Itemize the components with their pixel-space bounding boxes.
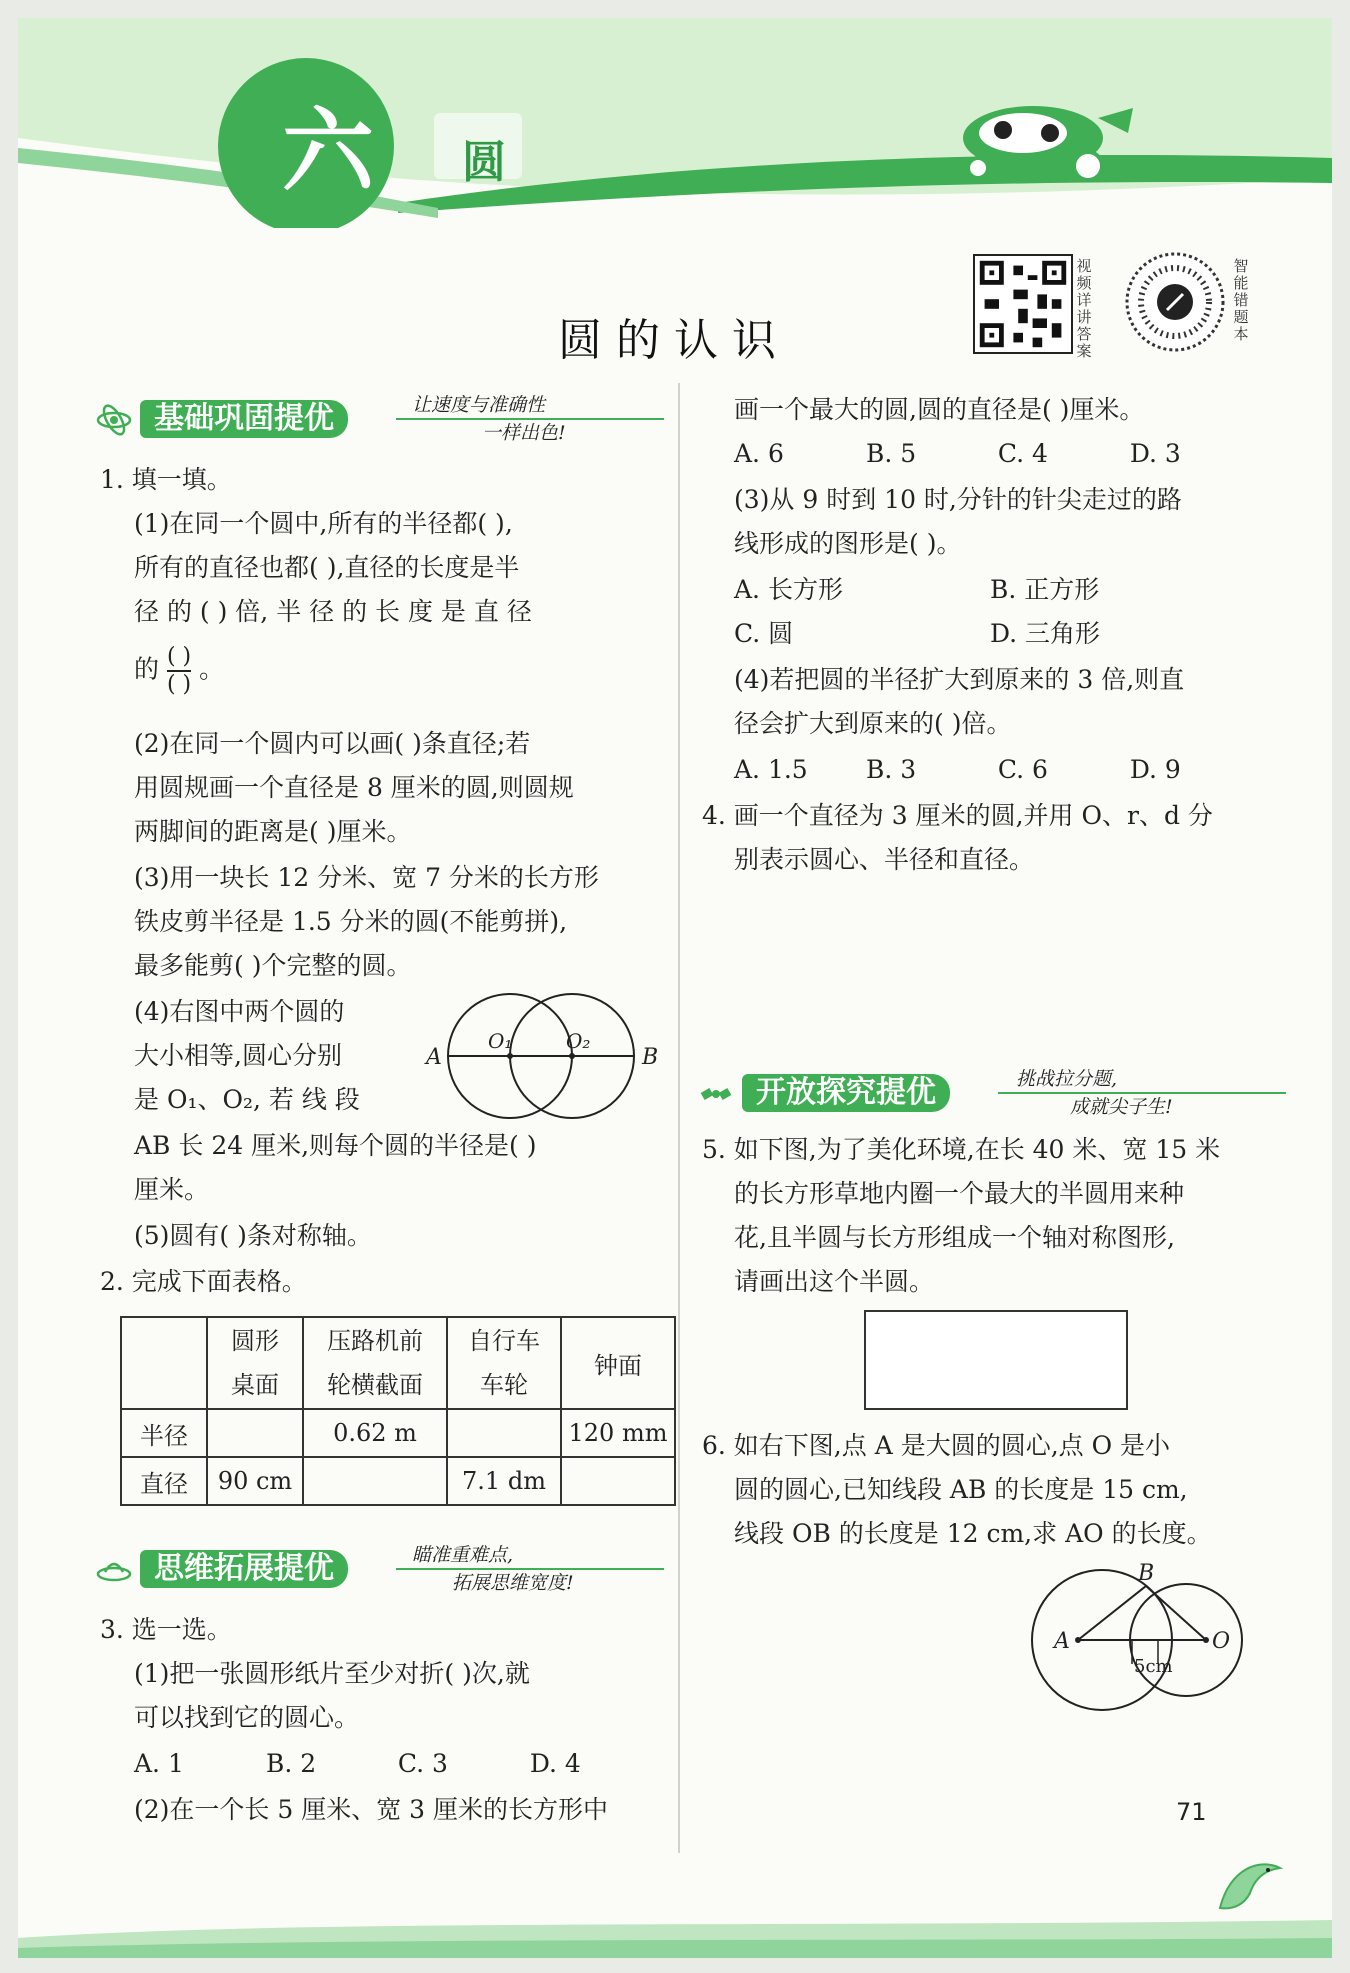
section-note-2: 成就尖子生! [1070, 1096, 1173, 1118]
section-note-1: 挑战拉分题, [1016, 1068, 1118, 1090]
q3-p2-line: (2)在一个长 5 厘米、宽 3 厘米的长方形中 [134, 1795, 609, 1824]
q3-p2-options [734, 432, 1230, 476]
q5-line: 花,且半圆与长方形组成一个轴对称图形, [734, 1223, 1175, 1252]
atom-icon [96, 402, 132, 438]
q1-p2-line: (2)在同一个圆内可以画( )条直径;若 [134, 729, 531, 758]
option[interactable]: D. 3 [1129, 439, 1181, 468]
column-divider [678, 383, 680, 1853]
q1-p4-line: 厘米。 [134, 1175, 210, 1204]
option[interactable]: B. 正方形 [989, 575, 1100, 604]
q3-p3-line: (3)从 9 时到 10 时,分针的针尖走过的路 [734, 485, 1182, 514]
workbook-page [18, 18, 1332, 1958]
two-circles-figure [418, 986, 668, 1126]
point-a-label: A [1054, 1629, 1070, 1654]
q3-p4-options [734, 748, 1230, 792]
q1-p1-line: 所有的直径也都( ),直径的长度是半 [134, 553, 520, 582]
overlapping-circles-figure [1028, 1558, 1268, 1728]
option[interactable]: A. 长方形 [734, 575, 843, 604]
section-underline [396, 1568, 664, 1570]
point-b-label: B [642, 1045, 659, 1070]
q1-p2-line: 用圆规画一个直径是 8 厘米的圆,则圆规 [134, 773, 574, 802]
lawn-rectangle[interactable] [864, 1310, 1128, 1410]
fraction-numerator: ( ) [166, 644, 192, 669]
q3-title: 3. 选一选。 [100, 1615, 232, 1644]
table-header-cell: 圆形 桌面 [207, 1317, 303, 1409]
option[interactable]: B. 2 [265, 1749, 317, 1778]
q1-p5-line: (5)圆有( )条对称轴。 [134, 1221, 372, 1250]
q1-text: 的 [134, 654, 160, 684]
fraction-denominator: ( ) [166, 672, 192, 697]
q3-p3-options-row1 [734, 568, 1190, 612]
q6-line: 6. 如右下图,点 A 是大圆的圆心,点 O 是小 [702, 1431, 1171, 1460]
table-cell: 直径 [121, 1457, 207, 1505]
section-header-open [698, 1068, 1288, 1118]
table-cell [121, 1317, 207, 1409]
footer-wave [18, 1898, 1332, 1958]
option[interactable]: C. 圆 [734, 619, 794, 648]
section-note-2: 拓展思维宽度! [452, 1572, 574, 1594]
option[interactable]: C. 3 [397, 1749, 448, 1778]
table-header-cell: 钟面 [561, 1317, 675, 1409]
q1-title: 1. 填一填。 [100, 465, 232, 494]
lesson-title: 圆的认识 [558, 315, 790, 366]
q4-line: 别表示圆心、半径和直径。 [734, 845, 1035, 874]
table-cell[interactable] [447, 1409, 561, 1457]
fraction [167, 644, 191, 698]
dolphin-icon [1210, 1848, 1290, 1928]
mini-program-code-icon[interactable] [1123, 250, 1227, 354]
section-label: 基础巩固提优 [140, 400, 348, 438]
q5-line: 的长方形草地内圈一个最大的半圆用来种 [734, 1179, 1185, 1208]
option[interactable]: B. 3 [865, 755, 917, 784]
section-note-1: 让速度与准确性 [412, 394, 546, 416]
table-row [121, 1457, 675, 1505]
section-underline [998, 1092, 1286, 1094]
table-cell: 0.62 m [303, 1409, 447, 1457]
q1-p4-line: 大小相等,圆心分别 [134, 1041, 342, 1070]
q1-p2-line: 两脚间的距离是( )厘米。 [134, 817, 412, 846]
q3-p1-line: 可以找到它的圆心。 [134, 1703, 360, 1732]
option[interactable]: B. 5 [865, 439, 917, 468]
q6-line: 圆的圆心,已知线段 AB 的长度是 15 cm, [734, 1475, 1188, 1504]
chapter-number: 六 [281, 98, 374, 205]
option[interactable]: A. 1.5 [734, 755, 808, 784]
section-note-1: 瞄准重难点, [412, 1544, 514, 1566]
q3-p2-line: 画一个最大的圆,圆的直径是( )厘米。 [734, 395, 1145, 424]
q3-p4-line: 径会扩大到原来的( )倍。 [734, 709, 1012, 738]
point-a-label: A [426, 1045, 442, 1070]
table-cell: 半径 [121, 1409, 207, 1457]
q1-p3-line: 铁皮剪半径是 1.5 分米的圆(不能剪拼), [134, 907, 568, 936]
q3-p3-line: 线形成的图形是( )。 [734, 529, 962, 558]
q1-p3-line: (3)用一块长 12 分米、宽 7 分米的长方形 [134, 863, 599, 892]
option[interactable]: C. 4 [997, 439, 1048, 468]
option[interactable]: C. 6 [997, 755, 1048, 784]
point-o-label: O [1212, 1629, 1231, 1654]
q3-p1-options [134, 1742, 630, 1786]
section-underline [396, 418, 664, 420]
center-o2-label: O₂ [566, 1029, 591, 1053]
q1-p1-line: 径 的 ( ) 倍, 半 径 的 长 度 是 直 径 [134, 597, 532, 626]
table-cell[interactable] [207, 1409, 303, 1457]
q3-p1-line: (1)把一张圆形纸片至少对折( )次,就 [134, 1659, 530, 1688]
q1-p4-line: 是 O₁、O₂, 若 线 段 [134, 1085, 360, 1114]
section-header-basic [96, 394, 666, 444]
q1-p3-line: 最多能剪( )个完整的圆。 [134, 951, 412, 980]
table-cell: 120 mm [561, 1409, 675, 1457]
segment-length-label: 5cm [1134, 1656, 1173, 1677]
option[interactable]: A. 1 [134, 1749, 184, 1778]
q4-line: 4. 画一个直径为 3 厘米的圆,并用 O、r、d 分 [702, 801, 1213, 830]
option[interactable]: D. 三角形 [989, 619, 1100, 648]
table-cell: 90 cm [207, 1457, 303, 1505]
circle-size-table [120, 1316, 676, 1506]
q5-line: 5. 如下图,为了美化环境,在长 40 米、宽 15 米 [702, 1135, 1221, 1164]
q3-p3-options-row2 [734, 612, 1190, 656]
qr-video-label: 视频详讲答案 [1076, 257, 1092, 360]
qr-code-icon[interactable] [973, 254, 1073, 354]
section-label: 思维拓展提优 [140, 1550, 348, 1588]
ufo-icon [96, 1552, 132, 1588]
q1-p4-line: AB 长 24 厘米,则每个圆的半径是( ) [134, 1131, 537, 1160]
table-header-cell: 压路机前 轮横截面 [303, 1317, 447, 1409]
q2-title: 2. 完成下面表格。 [100, 1267, 307, 1296]
table-header-row [121, 1317, 675, 1409]
table-row [121, 1409, 675, 1457]
table-cell[interactable] [303, 1457, 447, 1505]
point-b-label: B [1138, 1561, 1155, 1586]
option[interactable]: A. 6 [734, 439, 784, 468]
section-label: 开放探究提优 [742, 1074, 950, 1112]
q6-line: 线段 OB 的长度是 12 cm,求 AO 的长度。 [734, 1519, 1212, 1548]
q5-line: 请画出这个半圆。 [734, 1267, 935, 1296]
table-header-cell: 自行车 车轮 [447, 1317, 561, 1409]
chapter-title: 圆 [462, 137, 506, 188]
page-number: 71 [1176, 1798, 1207, 1826]
section-header-thinking [96, 1544, 666, 1594]
q1-p1-line: (1)在同一个圆中,所有的半径都( ), [134, 509, 513, 538]
option[interactable]: D. 9 [1129, 755, 1181, 784]
table-cell[interactable] [561, 1457, 675, 1505]
q1-text: 。 [199, 654, 225, 684]
table-cell: 7.1 dm [447, 1457, 561, 1505]
q3-p4-line: (4)若把圆的半径扩大到原来的 3 倍,则直 [734, 665, 1185, 694]
option[interactable]: D. 4 [529, 1749, 581, 1778]
satellite-icon [698, 1076, 734, 1112]
robot-dog-icon [938, 78, 1138, 198]
q1-p4-line: (4)右图中两个圆的 [134, 997, 345, 1026]
section-note-2: 一样出色! [482, 422, 566, 444]
q1-p1-fraction-line [134, 644, 224, 698]
qr-mistakes-label: 智能错题本 [1233, 257, 1249, 343]
center-o1-label: O₁ [488, 1029, 513, 1053]
